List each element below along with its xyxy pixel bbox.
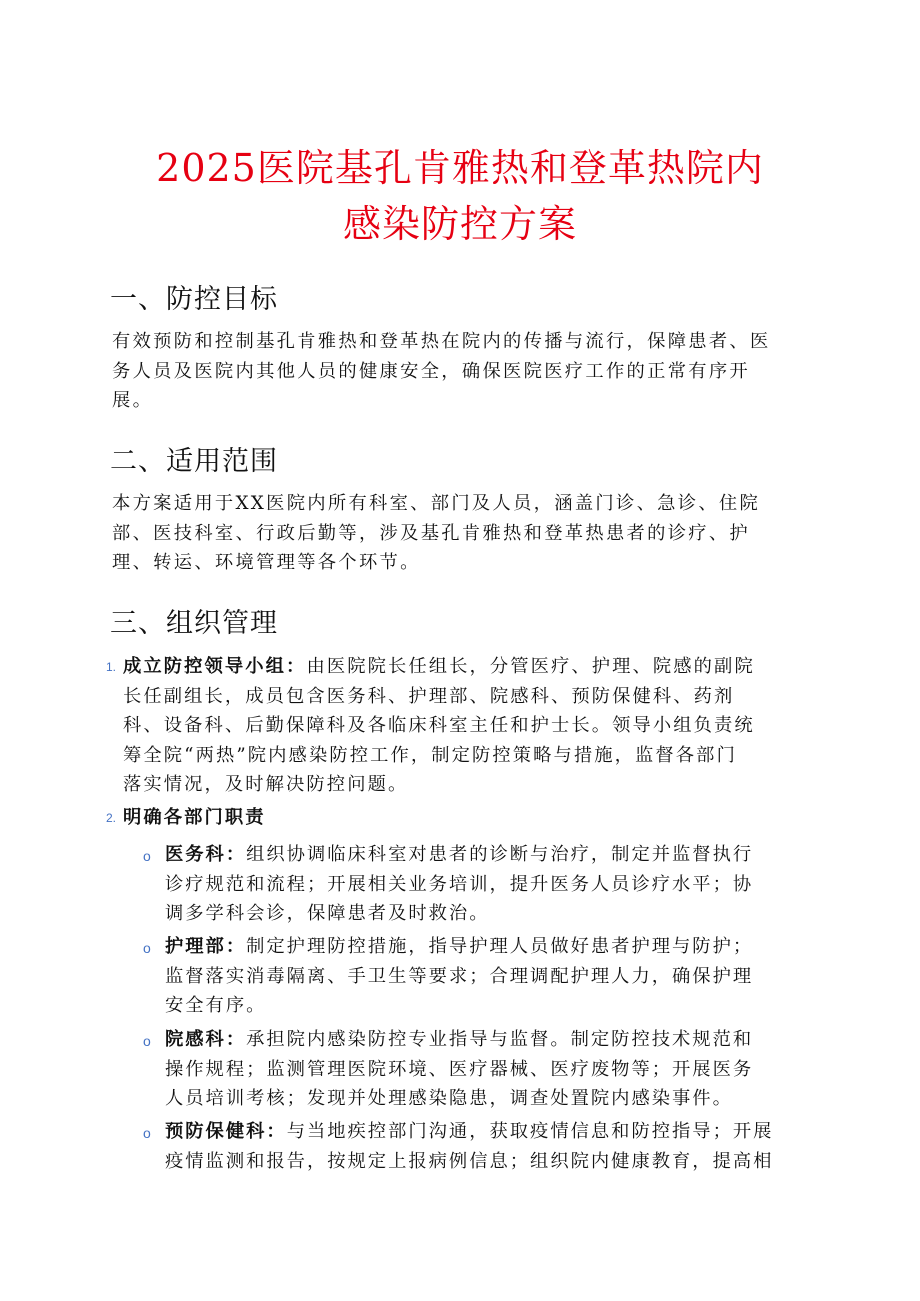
paragraph-line: 本方案适用于XX医院内所有科室、部门及人员，涵盖门诊、急诊、住院 <box>112 493 761 514</box>
subitem-line: 人员培训考核；发现并处理感染隐患，调查处置院内感染事件。 <box>165 1088 733 1109</box>
paragraph-line: 有效预防和控制基孔肯雅热和登革热在院内的传播与流行，保障患者、医 <box>112 331 771 352</box>
section-heading-scope: 二、适用范围 <box>110 446 278 477</box>
subitem-line: 诊疗规范和流程；开展相关业务培训，提升医务人员诊疗水平；协 <box>165 873 754 895</box>
title-line-1: 2025医院基孔肯雅热和登革热院内 <box>156 146 764 190</box>
bullet-marker: o <box>143 848 151 864</box>
list-item-leadership-group <box>123 652 803 800</box>
subitem-label: 预防保健科： <box>165 1121 287 1142</box>
subitem-label: 院感科： <box>165 1029 247 1050</box>
paragraph-line: 部、医技科室、行政后勤等，涉及基孔肯雅热和登革热患者的诊疗、护 <box>112 522 751 544</box>
subitem-label: 护理部： <box>165 936 247 957</box>
subitem-nursing <box>165 932 805 1021</box>
section-heading-goals: 一、防控目标 <box>110 284 278 315</box>
document-title <box>60 140 860 252</box>
subitem-line: 调多学科会诊，保障患者及时救治。 <box>165 903 490 924</box>
subitem-text: 制定护理防控措施，指导护理人员做好患者护理与防护； <box>246 936 754 957</box>
subitem-text: 承担院内感染防控专业指导与监督。制定防控技术规范和 <box>246 1029 754 1050</box>
subitem-line: 监督落实消毒隔离、手卫生等要求；合理调配护理人力，确保护理 <box>165 965 754 987</box>
subitem-medical-affairs <box>165 840 805 929</box>
subitem-text: 组织协调临床科室对患者的诊断与治疗，制定并监督执行 <box>246 844 754 865</box>
list-number: 2. <box>106 811 117 825</box>
item-label: 明确各部门职责 <box>123 807 266 828</box>
item-label: 成立防控领导小组： <box>123 656 307 677</box>
subitem-label: 医务科： <box>165 844 247 865</box>
bullet-marker: o <box>143 1125 151 1141</box>
subitem-line: 操作规程；监测管理医院环境、医疗器械、医疗废物等；开展医务 <box>165 1058 754 1080</box>
item-line: 长任副组长，成员包含医务科、护理部、院感科、预防保健科、药剂 <box>123 685 735 707</box>
item-line: 落实情况，及时解决防控问题。 <box>123 774 409 795</box>
bullet-marker: o <box>143 940 151 956</box>
paragraph-line: 理、转运、环境管理等各个环节。 <box>112 552 421 573</box>
item-text: 由医院院长任组长，分管医疗、护理、院感的副院 <box>306 656 755 677</box>
item-line: 科、设备科、后勤保障科及各临床科室主任和护士长。领导小组负责统 <box>123 715 755 736</box>
subitem-preventive-care <box>165 1117 805 1176</box>
paragraph-line: 务人员及医院内其他人员的健康安全，确保医院医疗工作的正常有序开 <box>112 360 751 382</box>
section-body-goals <box>112 327 802 416</box>
list-number: 1. <box>106 660 117 674</box>
subitem-line: 安全有序。 <box>165 995 267 1016</box>
bullet-marker: o <box>143 1033 151 1049</box>
section-heading-organization: 三、组织管理 <box>110 608 278 639</box>
subitem-line: 疫情监测和报告，按规定上报病例信息；组织院内健康教育，提高相 <box>165 1150 774 1172</box>
subitem-text: 与当地疾控部门沟通，获取疫情信息和防控指导；开展 <box>286 1121 774 1142</box>
title-line-2: 感染防控方案 <box>342 202 577 246</box>
paragraph-line: 展。 <box>112 390 154 411</box>
item-line: 筹全院“两热”院内感染防控工作，制定防控策略与措施，监督各部门 <box>123 744 737 766</box>
subitem-infection-control <box>165 1025 805 1114</box>
section-body-scope <box>112 489 802 578</box>
list-item-department-duties <box>123 803 803 833</box>
